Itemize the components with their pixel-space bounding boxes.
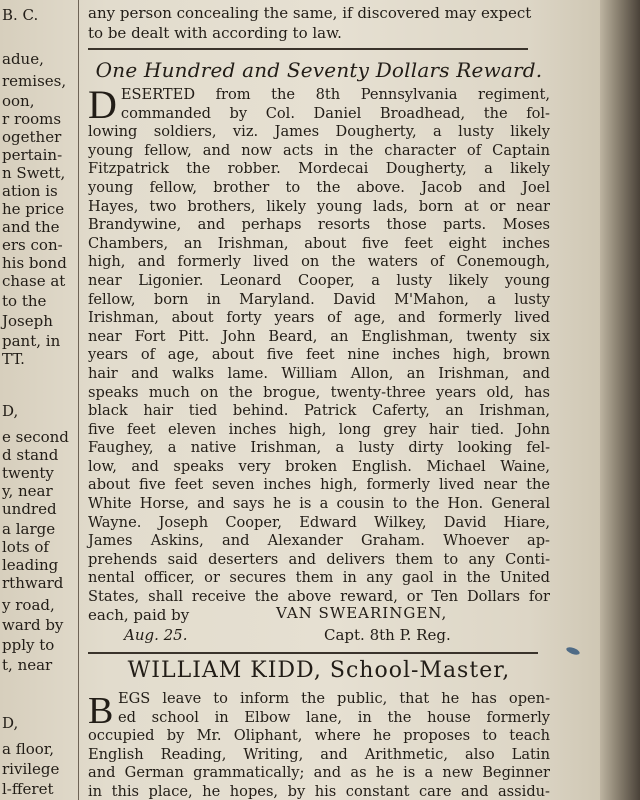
reward-line: Hayes, two brothers, likely young lads, born at or near	[88, 197, 550, 215]
ink-spot	[565, 646, 580, 656]
left-column-line: D,	[2, 714, 19, 732]
left-column-line: remises,	[2, 72, 67, 90]
left-column-line: D,	[2, 402, 19, 420]
school-line: ed school in Elbow lane, in the house formerly	[118, 708, 550, 726]
reward-line: speaks much on the brogue, twenty-three years old, has	[88, 383, 550, 401]
reward-line: years of age, about five feet nine inches high, brown	[88, 346, 550, 364]
reward-last-line: each, paid by	[88, 606, 190, 624]
left-column-line: TT.	[2, 350, 25, 368]
left-column-line: pertain-	[2, 146, 63, 164]
reward-line: James Askins, and Alexander Graham. Whoever ap-	[88, 532, 550, 550]
reward-line: prehends said deserters and delivers them to any Conti-	[88, 550, 550, 568]
reward-line: black hair tied behind. Patrick Caferty, an Irishman,	[88, 402, 550, 420]
left-column-line: adue,	[2, 50, 44, 68]
left-column-line: rivilege	[2, 760, 60, 778]
school-notice	[88, 690, 550, 800]
page-edge	[600, 0, 640, 800]
left-column-line: r rooms	[2, 110, 62, 128]
reward-line: Fitzpatrick the robber. Mordecai Dougherty, a likely	[88, 160, 550, 178]
left-column-line: t, near	[2, 656, 53, 674]
left-column-line: pant, in	[2, 332, 61, 350]
left-column-line: leading	[2, 556, 59, 574]
reward-line: near Ligonier. Leonard Cooper, a lusty likely young	[88, 271, 550, 289]
reward-lines	[88, 82, 550, 607]
left-column-line: lots of	[2, 538, 49, 556]
reward-line: high, and formerly lived on the waters of Conemough,	[88, 253, 550, 271]
left-column-line: a large	[2, 520, 56, 538]
date: Aug. 25.	[124, 626, 188, 644]
left-column-line: B. C.	[2, 6, 39, 24]
left-column-line: twenty	[2, 464, 54, 482]
school-line: English Reading, Writing, and Arithmetic, also Latin	[88, 745, 550, 763]
reward-line: young fellow, and now acts in the character of Captain	[88, 141, 550, 159]
column-rule	[78, 0, 79, 800]
school-line: occupied by Mr. Oliphant, where he proposes to teach	[88, 727, 550, 745]
left-column-line: ogether	[2, 128, 62, 146]
school-line: and German grammatically; and as he is a new Beginner	[88, 764, 550, 782]
top-line-1: any person concealing the same, if discovered may expect	[88, 4, 532, 22]
reward-line: about five feet seven inches high, formerly lived near the	[88, 476, 550, 494]
left-column-line: e second	[2, 428, 69, 446]
reward-line: nental officer, or secures them in any gaol in the United	[88, 569, 550, 587]
left-column-line: l-fferet	[2, 780, 54, 798]
left-column-line: ward by	[2, 616, 64, 634]
reward-line: Faughey, a native Irishman, a lusty dirty looking fel-	[88, 439, 550, 457]
top-line-2: to be dealt with according to law.	[88, 24, 342, 42]
left-column-line: a floor,	[2, 740, 55, 758]
left-column-line: pply to	[2, 636, 55, 654]
left-column-line: rthward	[2, 574, 64, 592]
left-column-line: y, near	[2, 482, 53, 500]
reward-line: Chambers, an Irishman, about five feet eight inches	[88, 234, 550, 252]
reward-line: commanded by Col. Daniel Broadhead, the fol-	[120, 104, 550, 122]
reward-line: ESERTED from the 8th Pennsylvania regiment,	[120, 86, 550, 103]
reward-line: near Fort Pitt. John Beard, an Englishman, twenty six	[88, 327, 550, 345]
left-column-line: ers con-	[2, 236, 63, 254]
reward-line: five feet eleven inches high, long grey hair tied. John	[88, 420, 550, 438]
reward-line: lowing soldiers, viz. James Dougherty, a lusty likely	[88, 123, 550, 141]
left-column-line: to the	[2, 292, 47, 310]
left-column-line: y road,	[2, 596, 55, 614]
left-column-line: his bond	[2, 254, 67, 272]
left-column-line: and the	[2, 218, 60, 236]
reward-line: fellow, born in Maryland. David M'Mahon, a lusty	[88, 290, 550, 308]
reward-title: One Hundred and Seventy Dollars Reward.	[95, 58, 543, 82]
left-column-line: ation is	[2, 182, 58, 200]
reward-notice	[88, 82, 550, 607]
divider-rule-2	[88, 652, 538, 654]
reward-line: States, shall receive the above reward, or Ten Dollars for	[88, 588, 550, 606]
left-column-line: n Swett,	[2, 164, 66, 182]
reward-line: Irishman, about forty years of age, and formerly lived	[88, 309, 550, 327]
school-line: EGS leave to inform the public, that he has open-	[118, 690, 550, 707]
reward-line: hair and walks lame. William Allon, an Irishman, and	[88, 364, 550, 382]
divider-rule	[88, 48, 528, 50]
left-column-line: he price	[2, 200, 65, 218]
left-column	[0, 0, 70, 800]
school-line: in this place, he hopes, by his constant care and assidu-	[88, 782, 550, 800]
school-title: WILLIAM KIDD, School-Master,	[127, 658, 511, 683]
left-column-line: d stand	[2, 446, 59, 464]
reward-line: Wayne. Joseph Cooper, Edward Wilkey, David Hiare,	[88, 513, 550, 531]
left-column-line: chase at	[2, 272, 66, 290]
left-column-line: oon,	[2, 92, 35, 110]
reward-line: low, and speaks very broken English. Michael Waine,	[88, 457, 550, 475]
drop-cap-b: B	[88, 690, 114, 732]
reward-line: Brandywine, and perhaps resorts those parts. Moses	[88, 216, 550, 234]
left-column-line: Joseph	[2, 312, 53, 330]
rank: Capt. 8th P. Reg.	[324, 626, 451, 644]
signature: VAN SWEARINGEN,	[276, 604, 448, 622]
left-column-line: undred	[2, 500, 57, 518]
reward-line: White Horse, and says he is a cousin to the Hon. General	[88, 495, 550, 513]
reward-line: young fellow, brother to the above. Jacob and Joel	[88, 178, 550, 196]
drop-cap: D	[88, 82, 117, 127]
